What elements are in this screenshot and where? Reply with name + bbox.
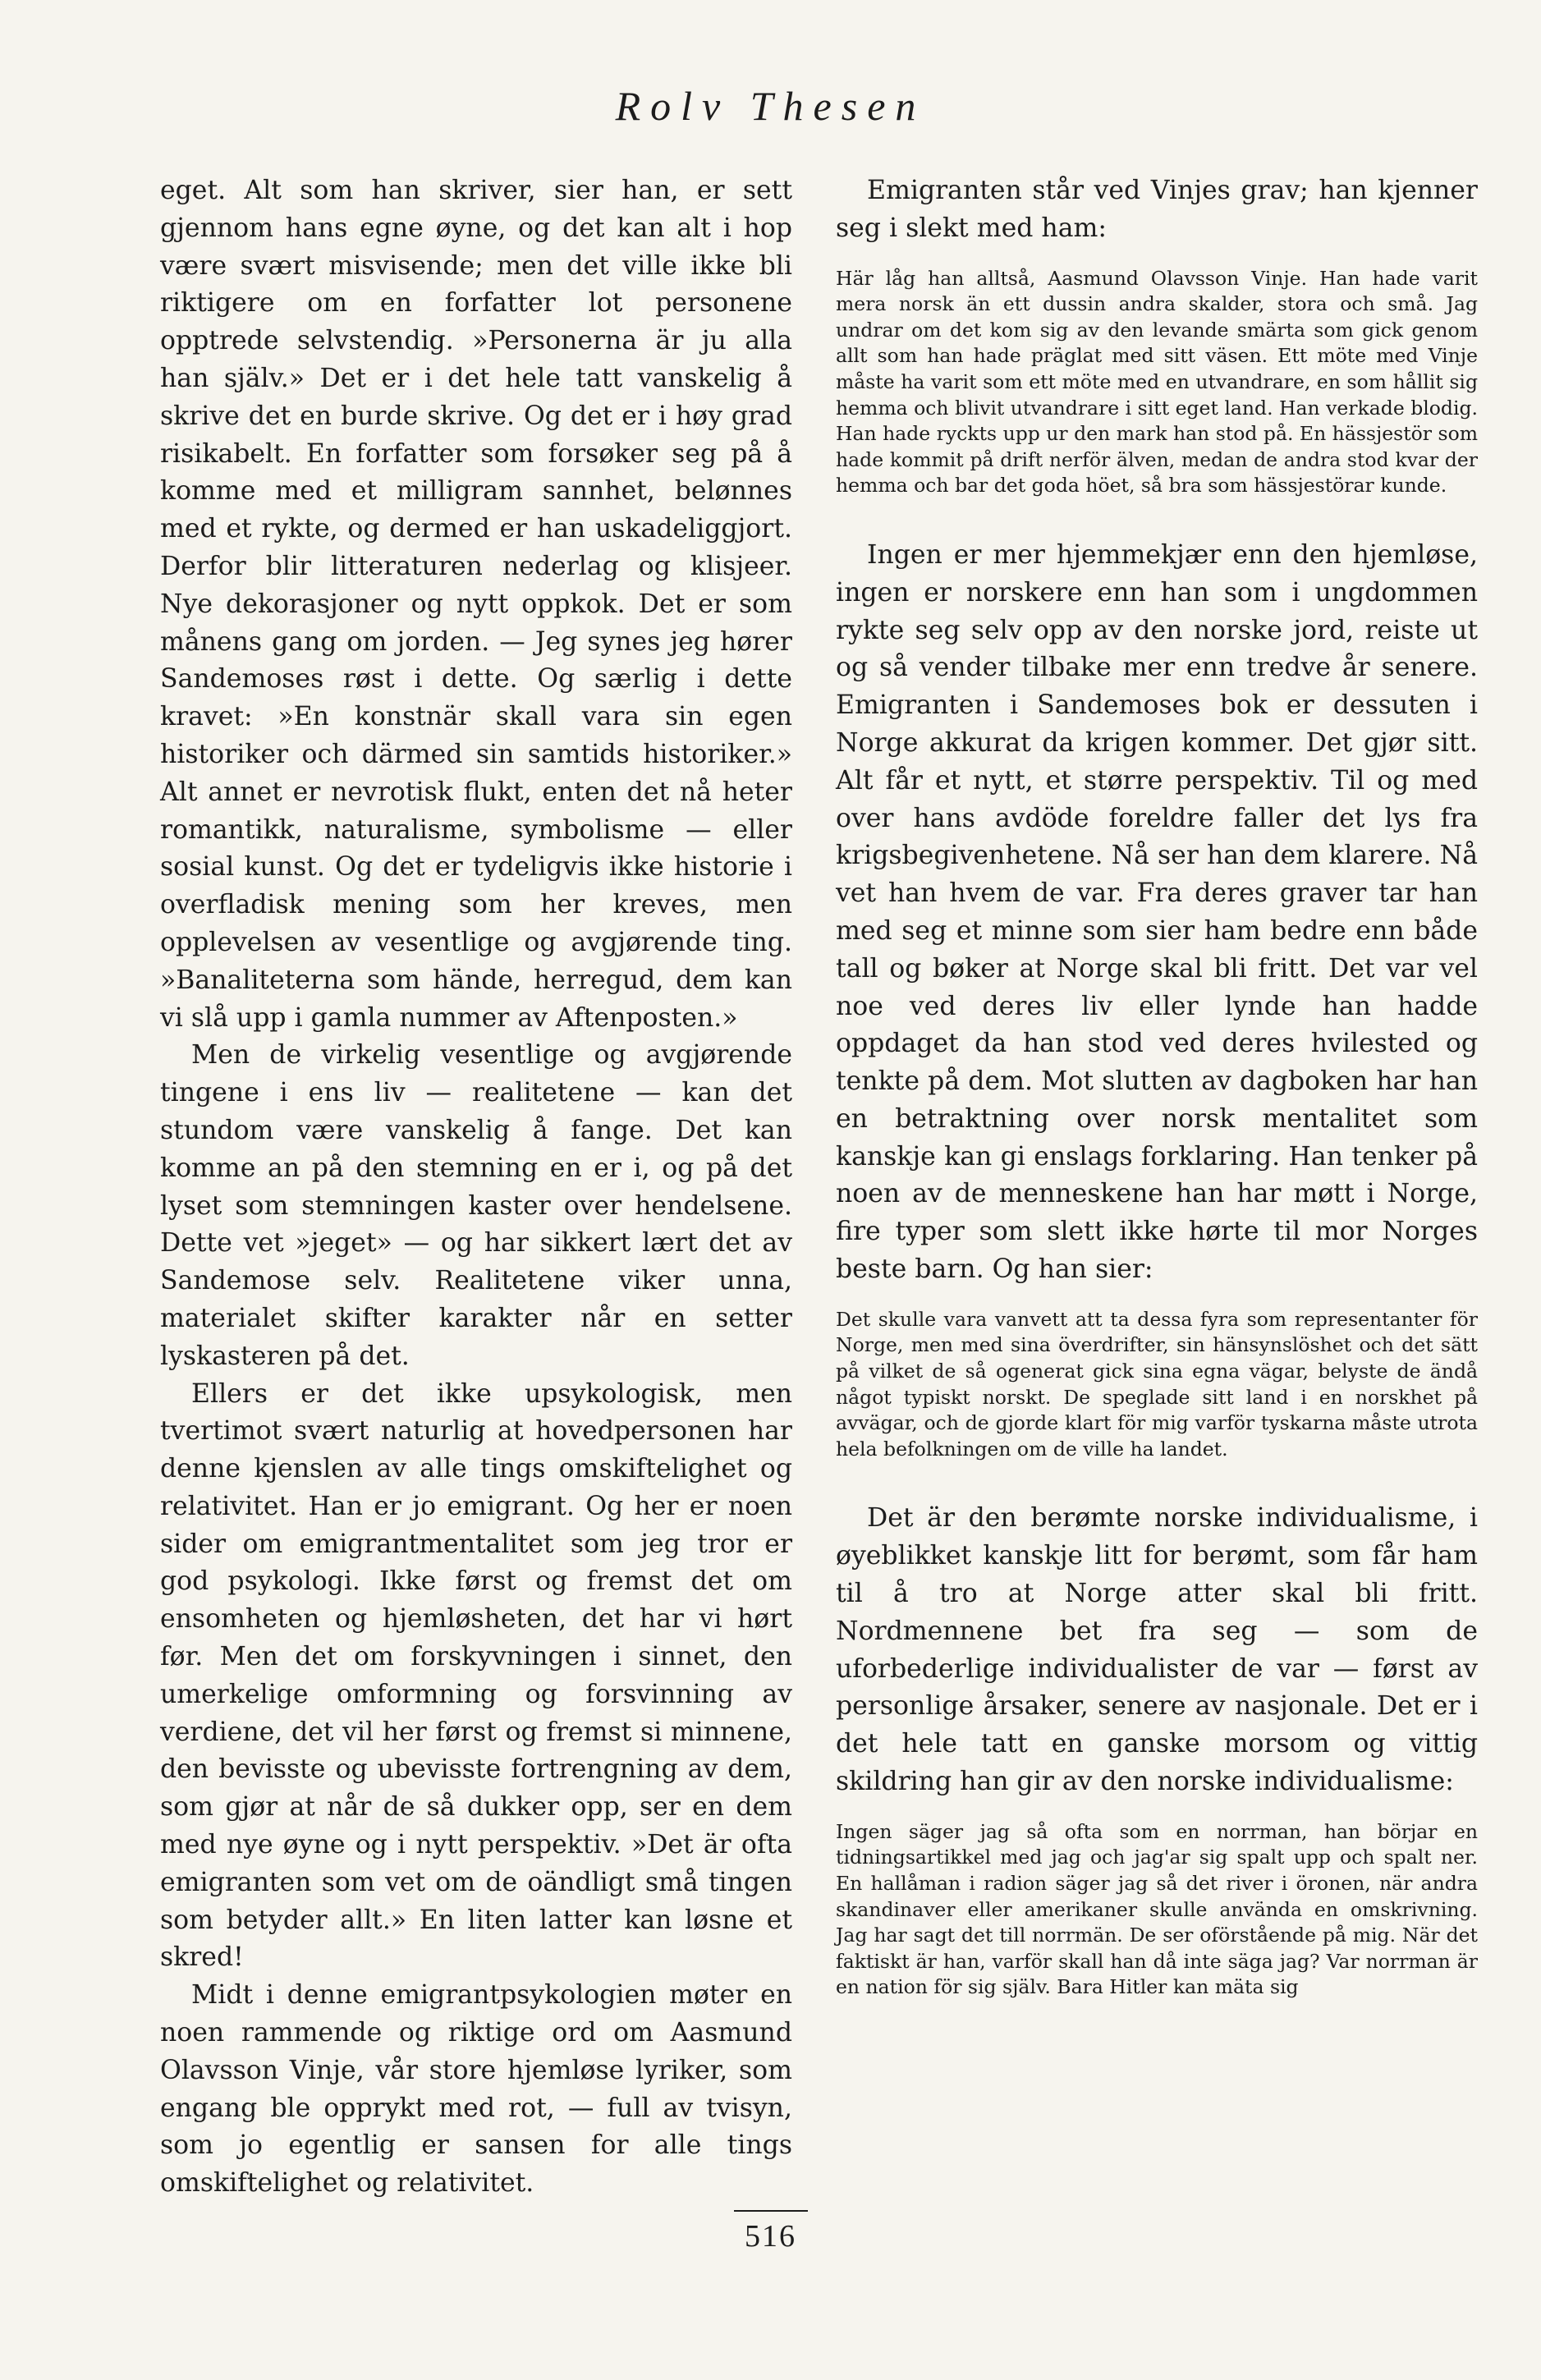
left-paragraph-3: Ellers er det ikke upsykologisk, men tvertimot svært naturlig at hovedpersonen har denne kjenslen av alle tings omskiftelighet og relativitet. Han er jo emigrant. Og her er noen sider om emigrantmentalitet som jeg tror er god psykologi. Ikke først og fremst det om ensomheten og hjemløsheten, det har vi hørt før. Men det om forskyvningen i sinnet, den umerkelige omformning og forsvinning av verdiene, det vil her først og fremst si minnene, den bevisste og ubevisste fortrengning av dem, som gjør at når de så dukker opp, ser en dem med nye øyne og i nytt perspektiv. »Det är ofta emigranten som vet om de oändligt små tingen som betyder allt.» En liten latter kan løsne et skred! (160, 1378, 792, 1973)
right-paragraph-2: Ingen er mer hjemmekjær enn den hjemløse, ingen er norskere enn han som i ungdommen rykte seg selv opp av den norske jord, reiste ut og så vender tilbake mer enn tredve år senere. Emigranten i Sandemoses bok er dessuten i Norge akkurat da krigen kommer. Det gjør sitt. Alt får et nytt, et større perspektiv. Til og med over hans avdöde foreldre faller det lys fra krigsbegivenhetene. Nå ser han dem klarere. Nå vet han hvem de var. Fra deres graver tar han med seg et minne som sier ham bedre enn både tall og bøker at Norge skal bli fritt. Det var vel noe ved deres liv eller lynde han hadde oppdaget da han stod ved deres hvilested og tenkte på dem. Mot slutten av dagboken har han en betraktning over norsk mentalitet som kanskje kan gi enslags forklaring. Han tenker på noen av de menneskene han har møtt i Norge, fire typer som slett ikke hørte til mor Norges beste barn. Og han sier: (836, 539, 1478, 1285)
block-quote-individualism: Ingen säger jag så ofta som en norrman, han börjar en tidningsartikkel med jag och jag'ar sig spalt upp och spalt ner. En hallåman i radion säger jag så det river i öronen, när andra skandinaver eller amerikaner skulle använda en omskrivning. Jag har sagt det till norrmän. De ser oförstående på mig. När det faktiskt är han, varför skall han då inte säga jag? Var norrman är en nation för sig själv. Bara Hitler kan mäta sig (836, 1819, 1478, 1999)
page-number: 516 (0, 2210, 1541, 2254)
right-column (836, 172, 1478, 2001)
left-column (160, 172, 792, 2203)
block-quote-vinje: Här låg han alltså, Aasmund Olavsson Vinje. Han hade varit mera norsk än ett dussin andra skalder, stora och små. Jag undrar om det kom sig av den levande smärta som gick genom allt som han hade präglat med sitt väsen. Ett möte med Vinje måste ha varit som ett möte med en utvandrare, en som hållit sig hemma och blivit utvandrare i sitt eget land. Han verkade blodig. Han hade ryckts upp ur den mark han stod på. En hässjestör som hade kommit på drift nerför älven, medan de andra stod kvar der hemma och bar det goda höet, så bra som hässjestörar kunde. (836, 266, 1478, 498)
right-paragraph-3: Det är den berømte norske individualisme, i øyeblikket kanskje litt for berømt, som får ham til å tro at Norge atter skal bli fritt. Nordmennene bet fra seg — som de uforbederlige individualister de var — først av personlige årsaker, senere av nasjonale. Det er i det hele tatt en ganske morsom og vittig skildring han gir av den norske individualisme: (836, 1503, 1478, 1797)
left-paragraph-2: Men de virkelig vesentlige og avgjørende tingene i ens liv — realitetene — kan det stundom være vanskelig å fange. Det kan komme an på den stemning en er i, og på det lyset som stemningen kaster over hendelsene. Dette vet »jeget» — og har sikkert lært det av Sandemose selv. Realitetene viker unna, materialet skifter karakter når en setter lyskasteren på det. (160, 1040, 792, 1371)
block-quote-norway: Det skulle vara vanvett att ta dessa fyra som representanter för Norge, men med sina överdrifter, sin hänsynslöshet och det sätt på vilket de så ogenerat gick sina egna vägar, belyste de ändå något typiskt norskt. De speglade sitt land i en norskhet på avvägar, och de gjorde klart för mig varför tyskarna måste utrota hela befolkningen om de ville ha landet. (836, 1307, 1478, 1461)
running-title: Rolv Thesen (615, 83, 926, 129)
right-paragraph-1: Emigranten står ved Vinjes grav; han kjenner seg i slekt med ham: (836, 176, 1478, 243)
left-paragraph-4: Midt i denne emigrantpsykologien møter en noen rammende og riktige ord om Aasmund Olavsson Vinje, vår store hjemløse lyriker, som engang ble opprykt med rot, — full av tvisyn, som jo egentlig er sansen for alle tings omskiftelighet og relativitet. (160, 1980, 792, 2199)
left-paragraph-1: eget. Alt som han skriver, sier han, er sett gjennom hans egne øyne, og det kan alt i hop være svært misvisende; men det ville ikke bli riktigere om en forfatter lot personene opptrede selvstendig. »Personerna är ju alla han själv.» Det er i det hele tatt vanskelig å skrive det en burde skrive. Og det er i høy grad risikabelt. En forfatter som forsøker seg på å komme med et milligram sannhet, belønnes med et rykte, og dermed er han uskadeliggjort. Derfor blir litteraturen nederlag og klisjeer. Nye dekorasjoner og nytt oppkok. Det er som månens gang om jorden. — Jeg synes jeg hører Sandemoses røst i dette. Og særlig i dette kravet: »En konstnär skall vara sin egen historiker och därmed sin samtids historiker.» Alt annet er nevrotisk flukt, enten det nå heter romantikk, naturalisme, symbolisme — eller sosial kunst. Og det er tydeligvis ikke historie i overfladisk mening som her kreves, men opplevelsen av vesentlige og avgjørende ting. »Banaliteterna som hände, herregud, dem kan vi slå upp i gamla nummer av Aftenposten.» (160, 176, 792, 1033)
